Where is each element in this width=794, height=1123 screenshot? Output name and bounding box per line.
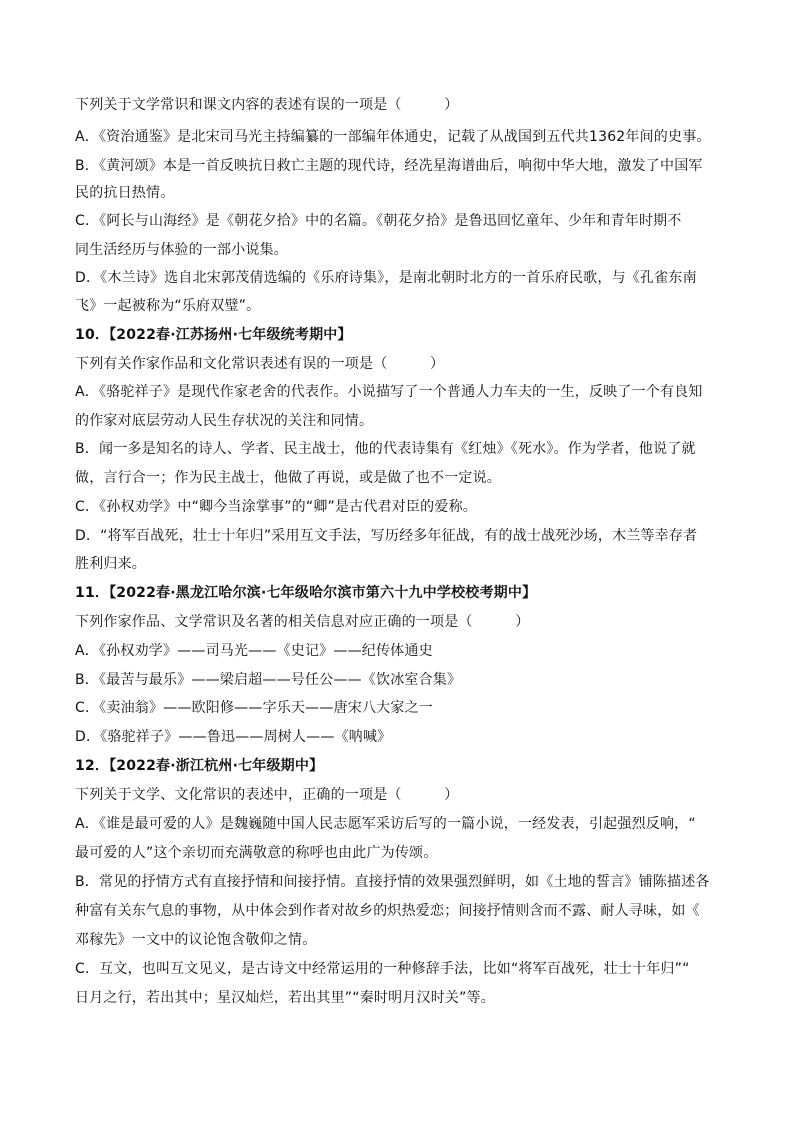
question-10-stem: 下列有关作家作品和文化常识表述有误的一项是（ ） bbox=[75, 356, 445, 372]
option-a: A．《骆驼祥子》是现代作家老舍的代表作。小说描写了一个普通人力车夫的一生，反映了一个有良知 bbox=[75, 384, 703, 400]
option-a: A．《谁是最可爱的人》是魏巍随中国人民志愿军采访后写的一篇小说，一经发表，引起强烈反响，“ bbox=[75, 816, 696, 832]
option-d-cont: 胜利归来。 bbox=[75, 556, 146, 572]
option-d: D．《木兰诗》选自北宋郭茂倩选编的《乐府诗集》，是南北朝时北方的一首乐府民歌，与《孔雀东南 bbox=[75, 270, 697, 286]
question-12-stem: 下列关于文学、文化常识的表述中，正确的一项是（ ） bbox=[75, 787, 459, 803]
option-c: C．《卖油翁》——欧阳修——字乐天——唐宋八大家之一 bbox=[75, 700, 433, 716]
option-a-cont: 的作家对底层劳动人民生存状况的关注和同情。 bbox=[75, 413, 374, 429]
option-a: A．《孙权劝学》——司马光——《史记》——纪传体通史 bbox=[75, 643, 433, 659]
option-a-cont: 最可爱的人”这个亲切而充满敬意的称呼也由此广为传颂。 bbox=[75, 845, 438, 861]
option-b-cont: 做，言行合一；作为民主战士，他做了再说，或是做了也不一定说。 bbox=[75, 470, 501, 486]
option-a: A．《资治通鉴》是北宋司马光主持编纂的一部编年体通史，记载了从战国到五代共1362年间的史事。 bbox=[75, 129, 711, 145]
question-11-stem: 下列作家作品、文学常识及名著的相关信息对应正确的一项是（ ） bbox=[75, 614, 530, 630]
question-10-heading: 10．【2022春·江苏扬州·七年级统考期中】 bbox=[75, 327, 352, 343]
option-d: D．《骆驼祥子》——鲁迅——周树人——《呐喊》 bbox=[75, 729, 392, 745]
question-9-stem: 下列关于文学常识和课文内容的表述有误的一项是（ ） bbox=[75, 97, 459, 113]
question-12-heading: 12．【2022春·浙江杭州·七年级期中】 bbox=[75, 758, 324, 774]
option-c: C．《阿长与山海经》是《朝花夕拾》中的名篇。《朝花夕拾》是鲁迅回忆童年、少年和青年时期不 bbox=[75, 213, 682, 229]
option-b-cont-2: 邓稼先》一文中的议论饱含敬仰之情。 bbox=[75, 932, 317, 948]
option-c-cont: 同生活经历与体验的一部小说集。 bbox=[75, 242, 288, 258]
option-d-cont: 飞》一起被称为“乐府双璧”。 bbox=[75, 298, 261, 314]
option-b: B．常见的抒情方式有直接抒情和间接抒情。直接抒情的效果强烈鲜明，如《土地的誓言》铺陈描述各 bbox=[75, 874, 710, 890]
option-c: C．互文，也叫互文见义，是古诗文中经常运用的一种修辞手法，比如“将军百战死，壮士十年归”“ bbox=[75, 961, 690, 977]
option-b: B．闻一多是知名的诗人、学者、民主战士，他的代表诗集有《红烛》《死水》。作为学者，他说了就 bbox=[75, 441, 696, 457]
question-11-heading: 11．【2022春·黑龙江哈尔滨·七年级哈尔滨市第六十九中学校校考期中】 bbox=[75, 585, 537, 601]
option-b: B．《黄河颂》本是一首反映抗日救亡主题的现代诗，经冼星海谱曲后，响彻中华大地，激发了中国军 bbox=[75, 158, 703, 174]
option-b-cont: 种富有关东气息的事物，从中体会到作者对故乡的炽热爱恋；间接抒情则含而不露、耐人寻味，如《 bbox=[75, 903, 700, 919]
option-d: D．“将军百战死，壮士十年归”采用互文手法，写历经多年征战，有的战士战死沙场，木兰等幸存者 bbox=[75, 528, 698, 544]
option-c-cont: 日月之行，若出其中；星汉灿烂，若出其里”“秦时明月汉时关”等。 bbox=[75, 990, 495, 1006]
option-c: C．《孙权劝学》中“卿今当涂掌事”的“卿”是古代君对臣的爱称。 bbox=[75, 499, 477, 515]
option-b-cont: 民的抗日热情。 bbox=[75, 185, 175, 201]
option-b: B．《最苦与最乐》——梁启超——号任公——《饮冰室合集》 bbox=[75, 672, 462, 688]
